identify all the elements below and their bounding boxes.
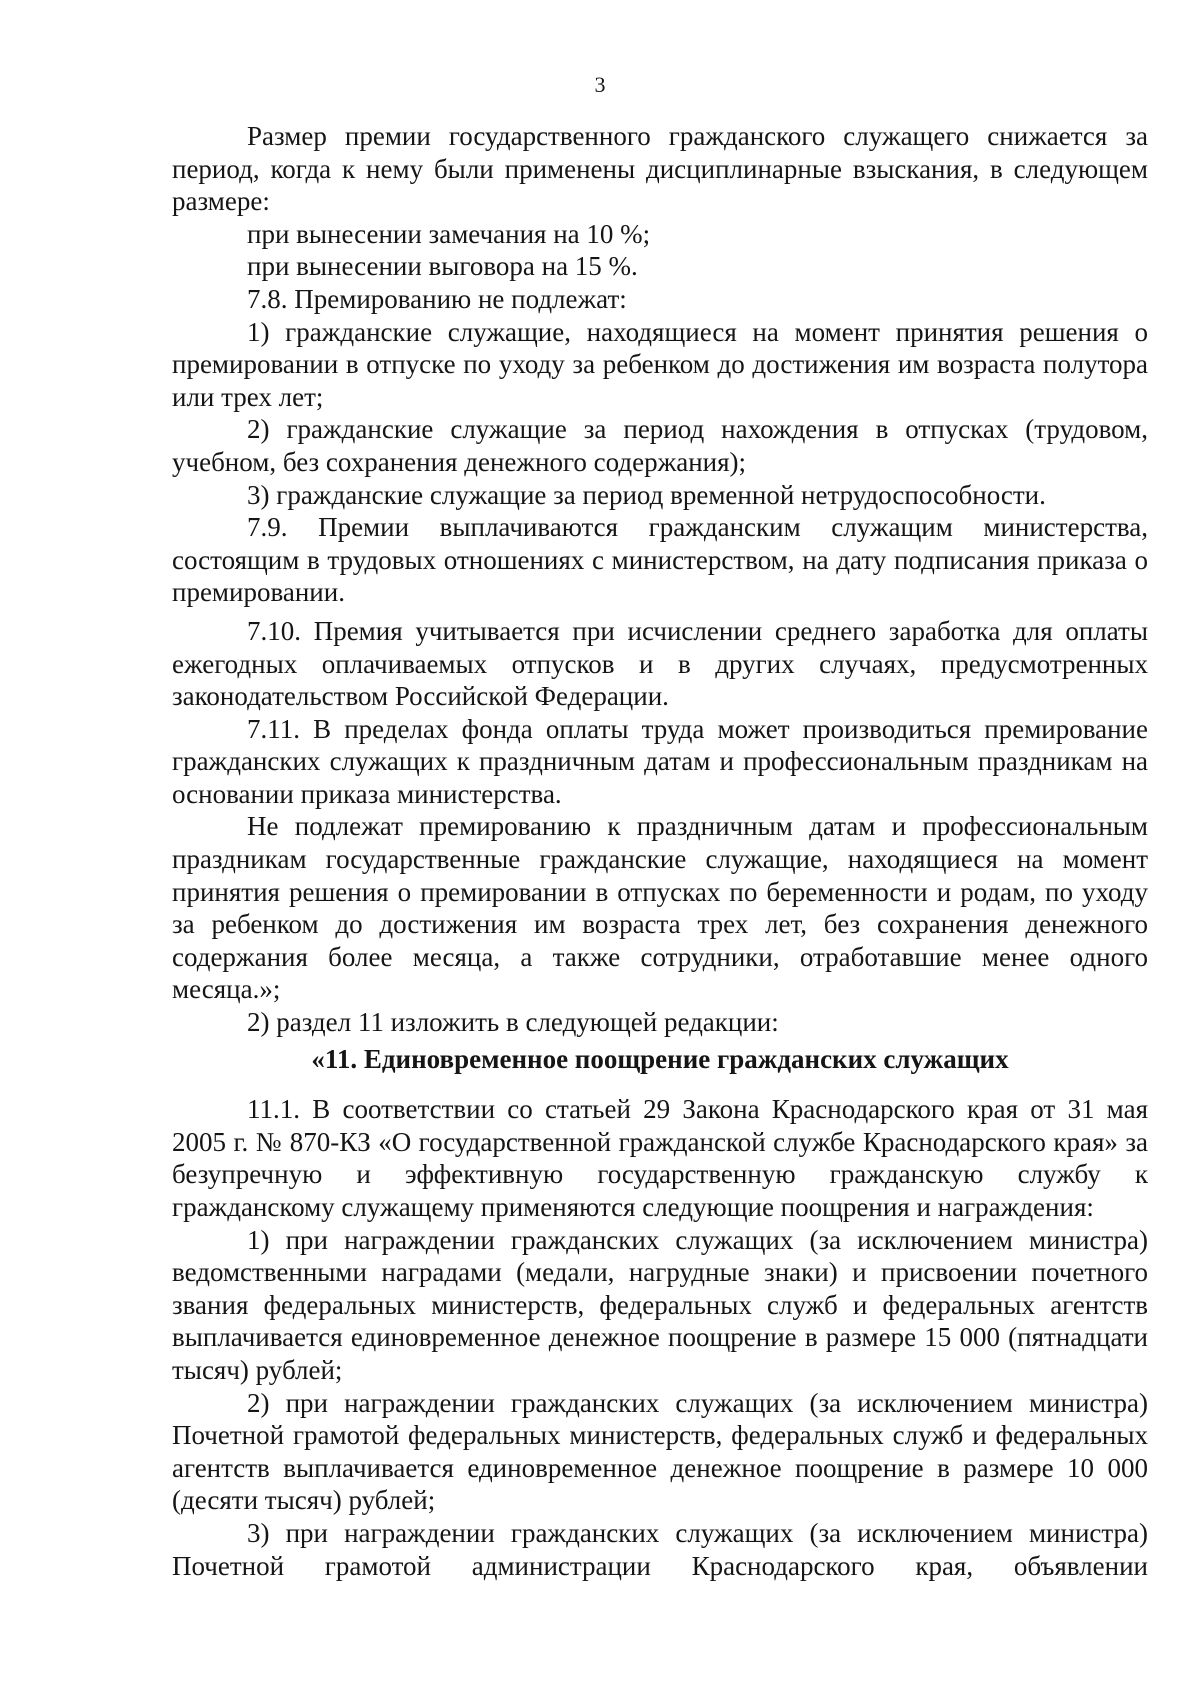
paragraph-section-11-amendment: 2) раздел 11 изложить в следующей редакции: bbox=[247, 1007, 779, 1038]
paragraph-7-8: 7.8. Премированию не подлежат: bbox=[247, 283, 627, 314]
paragraph-11-1-item-2: 2) при награждении гражданских служащих (за исключением министра) Почетной грамотой федеральных министерств, федеральных служб и федеральных агентств выплачивается единовременное денежное поощрение в размере 10 000 (десяти тысяч) рублей; bbox=[172, 1387, 1148, 1516]
paragraph-bonus-reduction: Размер премии государственного гражданского служащего снижается за период, когда к нему были применены дисциплинарные взыскания, в следующем размере: bbox=[172, 121, 1148, 217]
page-number: 3 bbox=[594, 72, 606, 97]
paragraph-7-9: 7.9. Премии выплачиваются гражданским служащим министерства, состоящим в трудовых отношениях с министерством, на дату подписания приказа о премировании. bbox=[172, 512, 1148, 608]
paragraph-remark: при вынесении замечания на 10 %; bbox=[247, 218, 651, 249]
document-body bbox=[172, 120, 1148, 1582]
paragraph-11-1: 11.1. В соответствии со статьей 29 Закона Краснодарского края от 31 мая 2005 г. № 870-КЗ «О государственной гражданской службе Краснодарского края» за безупречную и эффективную государственную гражданскую службу к гражданскому служащему применяются следующие поощрения и награждения: bbox=[172, 1094, 1148, 1222]
paragraph-7-8-item-1: 1) гражданские служащие, находящиеся на момент принятия решения о премировании в отпуске по уходу за ребенком до достижения им возраста полутора или трех лет; bbox=[172, 316, 1148, 412]
paragraph-reprimand: при вынесении выговора на 15 %. bbox=[247, 251, 638, 282]
paragraph-7-10: 7.10. Премия учитывается при исчислении среднего заработка для оплаты ежегодных оплачиваемых отпусков и в других случаях, предусмотренных законодательством Российской Федерации. bbox=[172, 615, 1148, 712]
paragraph-7-11: 7.11. В пределах фонда оплаты труда может производиться премирование гражданских служащих к праздничным датам и профессиональным праздникам на основании приказа министерства. bbox=[172, 713, 1148, 809]
paragraph-11-1-item-1: 1) при награждении гражданских служащих (за исключением министра) ведомственными наградами (медали, нагрудные знаки) и присвоении почетного звания федеральных министерств, федеральных служб и федеральных агентств выплачивается единовременное денежное поощрение в размере 15 000 (пятнадцати тысяч) рублей; bbox=[172, 1224, 1148, 1385]
paragraph-7-8-item-3: 3) гражданские служащие за период временной нетрудоспособности. bbox=[247, 479, 1046, 510]
paragraph-11-1-item-3: 3) при награждении гражданских служащих (за исключением министра) Почетной грамотой администрации Краснодарского края, объявлении bbox=[172, 1517, 1148, 1581]
paragraph-exclusions: Не подлежат премированию к праздничным датам и профессиональным праздникам государственные гражданские служащие, находящиеся на момент принятия решения о премировании в отпусках по беременности и родам, по уходу за ребенком до достижения им возраста трех лет, без сохранения денежного содержания более месяца, а также сотрудники, отработавшие менее одного месяца.»; bbox=[172, 811, 1148, 1005]
section-heading: «11. Единовременное поощрение гражданских служащих bbox=[311, 1043, 1009, 1074]
paragraph-7-8-item-2: 2) гражданские служащие за период нахождения в отпусках (трудовом, учебном, без сохранения денежного содержания); bbox=[172, 414, 1148, 477]
